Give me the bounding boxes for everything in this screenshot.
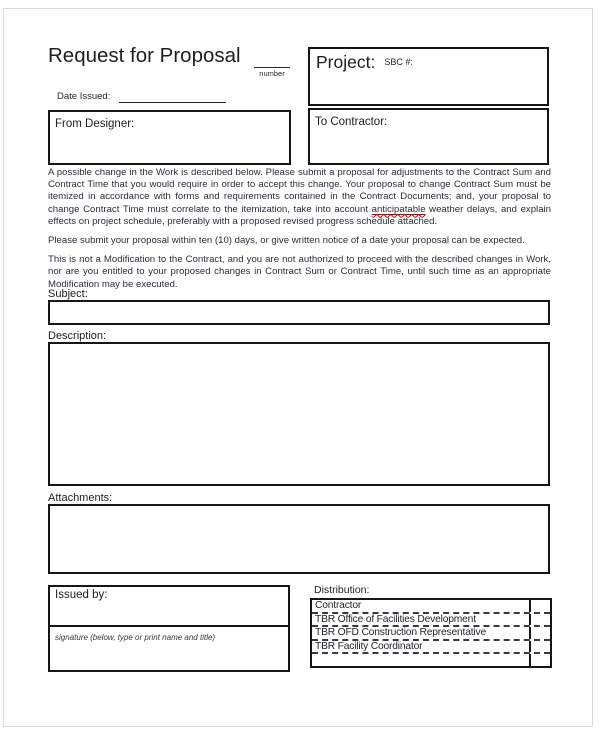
distribution-checkbox-cell[interactable] <box>529 600 550 612</box>
misspelled-word <box>372 204 426 215</box>
distribution-row-tbr-ofd <box>312 614 550 628</box>
distribution-checkbox-cell[interactable] <box>529 627 550 639</box>
subject-input-box[interactable] <box>48 300 550 325</box>
distribution-table <box>310 598 552 668</box>
distribution-row-label: TBR Facility Coordinator <box>315 641 423 653</box>
date-issued-label: Date Issued: <box>57 91 111 102</box>
distribution-row-label: TBR Office of Facilities Development <box>315 613 476 625</box>
sbc-number-label: SBC #: <box>384 57 413 67</box>
signature-caption: signature (below, type or print name and title) <box>55 633 216 642</box>
instructions-block <box>48 167 551 291</box>
distribution-row-facility-coordinator <box>312 641 550 655</box>
distribution-label: Distribution: <box>314 584 370 596</box>
distribution-checkbox-cell[interactable] <box>529 641 550 653</box>
to-contractor-label: To Contractor: <box>315 116 388 128</box>
from-designer-label: From Designer: <box>55 118 135 130</box>
attachments-label: Attachments: <box>48 492 113 504</box>
description-label: Description: <box>48 330 107 342</box>
to-contractor-box[interactable] <box>308 108 549 165</box>
issued-by-label: Issued by: <box>55 589 108 601</box>
intro-paragraph-tail: weather delays, and explain effects on project schedule, preferably with a proposed revised progress schedule attached. <box>48 203 551 227</box>
distribution-row-empty <box>312 654 550 666</box>
rfp-number-line[interactable] <box>254 53 290 68</box>
distribution-row-construction-rep <box>312 627 550 641</box>
distribution-row-contractor <box>312 600 550 614</box>
distribution-checkbox-cell[interactable] <box>529 654 550 666</box>
intro-paragraph-text: A possible change in the Work is described below. Please submit a proposal for adjustments to the Contract Sum and Contract Time that you would require in order to accept this change. Your proposal to change Contract Sum must be itemized in accordance with forms and requirements contained in the Contract Documents; and, your proposal to change Contract Time must correlate to the itemization, take into account <box>48 167 551 215</box>
intro-paragraph <box>48 167 551 228</box>
date-issued-line[interactable] <box>119 87 226 103</box>
rfp-number-caption: number <box>259 69 285 78</box>
project-label: Project: <box>316 52 376 72</box>
project-box[interactable] <box>308 47 549 106</box>
form-title: Request for Proposal <box>48 44 241 67</box>
issued-by-box[interactable] <box>48 585 290 672</box>
attachments-input-box[interactable] <box>48 504 550 574</box>
misspelled-word-text: anticipatable <box>371 203 426 215</box>
distribution-checkbox-cell[interactable] <box>529 614 550 626</box>
disclaimer-paragraph: This is not a Modification to the Contract, and you are not authorized to proceed with the described changes in Work, nor are you entitled to your proposed changes in Contract Sum or Contract Time, until such time as an appropriate Modification may be executed. <box>48 254 551 290</box>
subject-label: Subject: <box>48 288 88 300</box>
distribution-row-label: TBR OFD Construction Representative <box>315 627 486 639</box>
signature-divider <box>50 625 288 627</box>
from-designer-box[interactable] <box>48 110 291 165</box>
description-input-box[interactable] <box>48 342 550 486</box>
distribution-row-label: Contractor <box>315 600 362 612</box>
submit-deadline-paragraph: Please submit your proposal within ten (10) days, or give written notice of a date your proposal can be expected. <box>48 235 525 247</box>
